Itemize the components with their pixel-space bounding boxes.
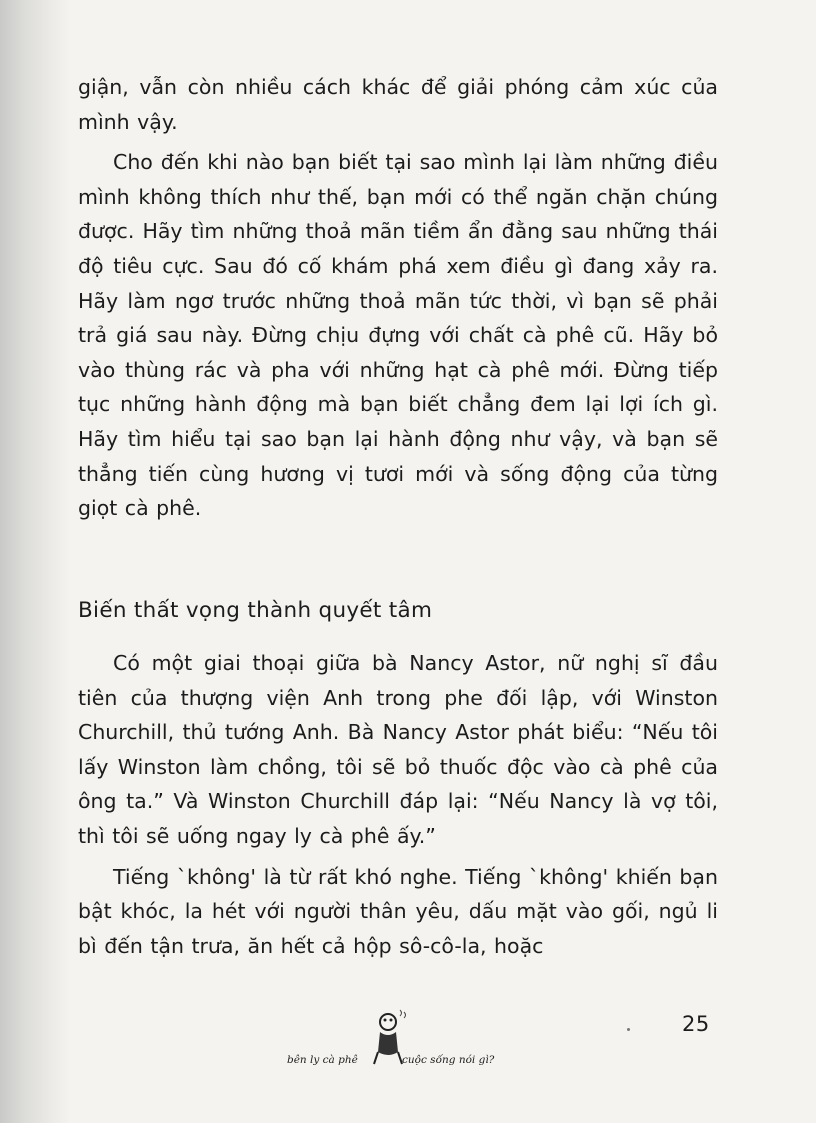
page-number: 25 xyxy=(682,1012,710,1036)
footer-book-title-right: cuộc sống nói gì? xyxy=(402,1054,495,1066)
body-paragraph-1: giận, vẫn còn nhiều cách khác để giải phóng cảm xúc của mình vậy. xyxy=(78,75,718,134)
section-paragraph-2: Tiếng `không' là từ rất khó nghe. Tiếng `không' khiến bạn bật khóc, la hét với người thân yêu, dấu mặt vào gối, ngủ li bì đến tận trưa, ăn hết cả hộp sô-cô-la, hoặc xyxy=(78,864,718,958)
scan-speck xyxy=(627,1028,630,1031)
section-paragraph-1: Có một giai thoại giữa bà Nancy Astor, nữ nghị sĩ đầu tiên của thượng viện Anh trong phe đối lập, với Winston Churchill, thủ tướng Anh. Bà Nancy Astor phát biểu: “Nếu tôi lấy Winston làm chồng, tôi sẽ bỏ thuốc độc vào cà phê của ông ta.” Và Winston Churchill đáp lại: “Nếu Nancy là vợ tôi, thì tôi sẽ uống ngay ly cà phê ấy.” xyxy=(78,651,718,848)
footer-book-title-left: bên ly cà phê xyxy=(287,1054,358,1066)
body-paragraph-2: Cho đến khi nào bạn biết tại sao mình lại làm những điều mình không thích như thế, bạn mới có thể ngăn chặn chúng được. Hãy tìm những thoả mãn tiềm ẩn đằng sau những thái độ tiêu cực. Sau đó cố khám phá xem điều gì đang xảy ra. Hãy làm ngơ trước những thoả mãn tức thời, vì bạn sẽ phải trả giá sau này. Đừng chịu đựng với chất cà phê cũ. Hãy bỏ vào thùng rác và pha với những hạt cà phê mới. Đừng tiếp tục những hành động mà bạn biết chẳng đem lại lợi ích gì. Hãy tìm hiểu tại sao bạn lại hành động như vậy, và bạn sẽ thẳng tiến cùng hương vị tươi mới và sống động của từng giọt cà phê. xyxy=(78,150,718,521)
page-footer xyxy=(0,1008,816,1078)
page-gutter-shadow xyxy=(0,0,70,1123)
body-text xyxy=(78,70,718,526)
section-heading: Biến thất vọng thành quyết tâm xyxy=(78,598,433,623)
section-body-text xyxy=(78,646,718,963)
